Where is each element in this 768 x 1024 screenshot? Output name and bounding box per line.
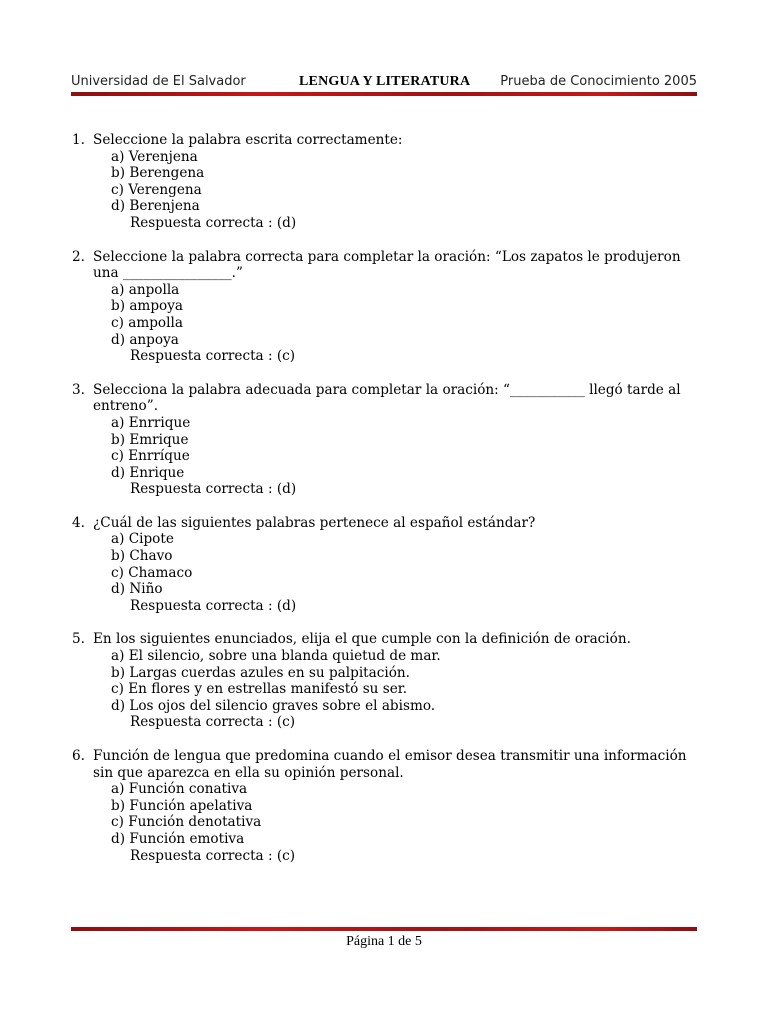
- option-d: d) anpoya: [111, 331, 179, 348]
- correct-answer: Respuesta correcta : (d): [130, 214, 297, 231]
- option-a: a) Función conativa: [111, 781, 248, 798]
- option-b: b) Chavo: [111, 548, 173, 565]
- header-divider: [71, 92, 697, 96]
- question-number: 1.: [72, 132, 85, 148]
- question-5: [72, 631, 698, 731]
- question-text: En los siguientes enunciados, elija el que cumple con la definición de oración.: [93, 631, 631, 648]
- question-text: Función de lengua que predomina cuando el emisor desea transmitir una información sin que aparezca en ella su opinión personal.: [93, 748, 687, 781]
- question-1: [72, 132, 698, 232]
- option-c: c) Enrríque: [111, 448, 190, 465]
- question-number: 3.: [72, 381, 85, 398]
- option-c: c) En flores y en estrellas manifestó su ser.: [111, 681, 408, 698]
- option-d: d) Los ojos del silencio graves sobre el abismo.: [111, 697, 436, 714]
- question-number: 4.: [72, 514, 85, 531]
- question-2: [72, 249, 698, 365]
- question-text: Seleccione la palabra correcta para completar la oración: “Los zapatos le produjeron una ________________.”: [93, 248, 681, 282]
- question-6: [72, 748, 698, 864]
- option-d: d) Enrique: [111, 464, 185, 481]
- option-b: b) Berengena: [111, 165, 205, 182]
- correct-answer: Respuesta correcta : (d): [130, 597, 297, 614]
- question-text: Selecciona la palabra adecuada para completar la oración: “___________ llegó tarde al entreno”.: [93, 381, 681, 415]
- correct-answer: Respuesta correcta : (c): [130, 348, 296, 365]
- option-a: a) El silencio, sobre una blanda quietud de mar.: [111, 648, 441, 665]
- exam-title: Prueba de Conocimiento 2005: [500, 74, 697, 89]
- option-a: a) anpolla: [111, 281, 180, 298]
- option-d: d) Berenjena: [111, 198, 200, 215]
- subject-title: LENGUA Y LITERATURA: [299, 74, 471, 89]
- question-number: 5.: [72, 631, 85, 648]
- option-a: a) Cipote: [111, 531, 174, 548]
- correct-answer: Respuesta correcta : (c): [130, 847, 296, 864]
- page-header: [71, 74, 697, 92]
- option-d: d) Niño: [111, 581, 163, 598]
- option-b: b) Función apelativa: [111, 797, 253, 814]
- question-number: 2.: [72, 248, 85, 265]
- question-4: [72, 515, 698, 615]
- question-number: 6.: [72, 748, 85, 764]
- option-a: a) Verenjena: [111, 148, 198, 165]
- correct-answer: Respuesta correcta : (c): [130, 714, 296, 731]
- option-c: c) Función denotativa: [111, 814, 262, 831]
- option-a: a) Enrrique: [111, 414, 191, 431]
- option-c: c) Chamaco: [111, 564, 193, 581]
- option-d: d) Función emotiva: [111, 830, 245, 847]
- page-number: Página 1 de 5: [346, 934, 422, 949]
- footer-divider: [71, 927, 697, 931]
- question-text: ¿Cuál de las siguientes palabras pertenece al español estándar?: [93, 514, 536, 531]
- correct-answer: Respuesta correcta : (d): [130, 481, 297, 498]
- question-3: [72, 382, 698, 498]
- question-text: Seleccione la palabra escrita correctamente:: [93, 132, 403, 148]
- option-b: b) Emrique: [111, 431, 189, 448]
- question-list: [72, 132, 698, 881]
- option-b: b) Largas cuerdas azules en su palpitación.: [111, 664, 410, 681]
- option-c: c) ampolla: [111, 314, 183, 331]
- institution-name: Universidad de El Salvador: [71, 74, 246, 89]
- option-c: c) Verengena: [111, 181, 202, 198]
- option-b: b) ampoya: [111, 298, 183, 315]
